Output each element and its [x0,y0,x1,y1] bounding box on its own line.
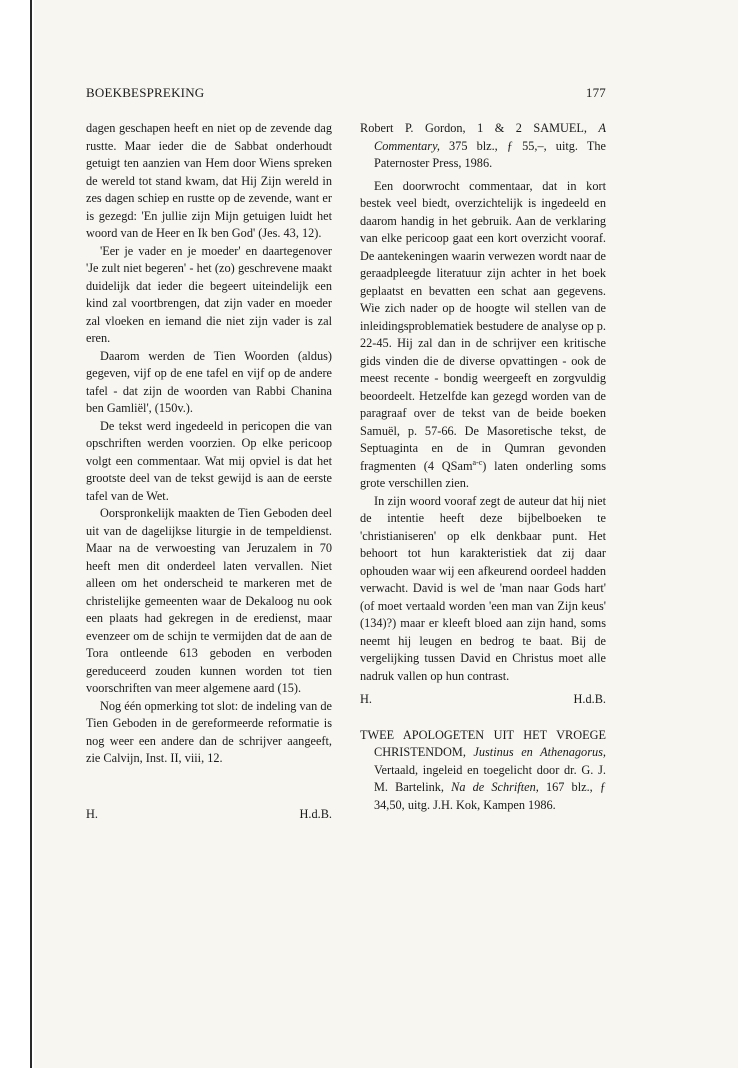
paragraph: 'Eer je vader en je moeder' en daartegenover 'Je zult niet begeren' - het (zo) geschrevene maakt duidelijk dat ieder die begeert uiteindelijk een kind zal voortbrengen, dat zijn vader en moeder zal vloeken en iemand die niet zijn vader is zal eren. [86,243,332,345]
paragraph-close: ) [482,458,487,473]
biblio-series: Na de Schriften, [451,780,539,794]
paragraph: dagen geschapen heeft en niet op de zevende dag rustte. Maar ieder die de Sabbat onderhoudt getuigt ten aanzien van Hem door Wiens spreken de wereld tot stand kwam, dat Hij Zijn wereld in zes dagen schiep en rustte op de zevende, want er is gezegd: 'En jullie zijn Mijn getuigen luidt het woord van de Heer en Ik ben God' (Jes. 43, 12). [86,121,332,240]
signature-initial: H. [360,692,372,706]
signature [86,806,332,824]
page-number: 177 [585,85,606,100]
paragraph: De tekst werd ingedeeld in pericopen die van opschriften werden voorzien. Op elke pericoop volgt een commentaar. Wat mij opviel is dat het grootste deel van de tekst gewijd is aan de eerste tafel van de Wet. [86,418,332,503]
signature-initial: H. [86,806,98,821]
bibliographic-entry [360,727,606,815]
signature-name: H.d.B. [299,806,332,821]
left-column [86,120,332,823]
running-head [86,85,606,105]
paragraph: Oorspronkelijk maakten de Tien Geboden deel uit van de dagelijkse liturgie in de tempeldienst. Maar na de verwoesting van Jeruzalem in 70 heeft men dit onderdeel laten vervallen. Niet alleen om het onderscheid te markeren met de christelijke gemeenten waar de Dekaloog nu ook een plaats had gekregen in de eredienst, maar evenzeer om de schijn te vermijden dat de aan de Tora ontleende 613 geboden en verboden gereduceerd zouden kunnen worden tot tien voorschriften van meer algemene aard (15). [86,506,332,695]
biblio-author: Robert P. Gordon, 1 & 2 SAMUEL, [360,121,587,135]
spacer [360,709,606,727]
right-column [360,120,606,819]
paragraph: Daarom werden de Tien Woorden (aldus) gegeven, vijf op de ene tafel en vijf op de andere tafel - dat zijn de woorden van Rabbi Chanina ben Gamliël', (150v.). [86,348,332,415]
biblio-title: TWEE APOLOGETEN UIT HET VROEGE CHRISTENDOM, [360,727,606,759]
scan-edge [30,0,32,1068]
biblio-translator: Vertaald, ingeleid en toegelicht door dr. G. J. M. Bartelink, [374,762,606,794]
paragraph [360,178,606,493]
paragraph: Nog één opmerking tot slot: de indeling van de Tien Geboden in de gereformeerde reformatie is nog weer een andere dan de schrijver aangeeft, zie Calvijn, Inst. II, viii, 12. [86,698,332,765]
paragraph: In zijn woord vooraf zegt de auteur dat hij niet de intentie heeft deze bijbelboeken te 'christianiseren' op elk denkbaar punt. Het behoort tot hun karakteristiek dat zij daar ophouden waar wij een afkeurend oordeel hadden verwacht. David is wel de 'man naar Gods hart' (of moet vertaald worden 'een man van Zijn keus' (134)?) maar er kleeft bloed aan zijn hand, soms neemt hij leugen en bedrog te baat. Bij de vergelijking tussen David en Christus moet alle nadruk vallen op hun contrast. [360,493,606,683]
paragraph-text: laten onderling soms grote verschillen zien. [360,458,606,490]
biblio-details: 375 blz., ƒ 55,–, uitg. The Paternoster Press, 1986. [374,138,606,170]
biblio-italic: Justinus en Athenagorus, [473,745,606,759]
signature-name: H.d.B. [573,692,606,706]
superscript: a-c [472,457,483,467]
bibliographic-entry [360,120,606,173]
biblio-details: 167 blz., ƒ 34,50, uitg. J.H. Kok, Kampen 1986. [374,780,607,812]
signature [360,691,606,709]
section-title: BOEKBESPREKING [86,85,205,100]
biblio-title: A Commentary, [374,121,606,153]
paragraph-text: Een doorwrocht commentaar, dat in kort bestek veel biedt, overzichtelijk is ingedeeld en daarom handig in het gebruik. Aan de verklaring van elke pericoop gaat een kort overzicht vooraf. De aantekeningen waarin verwezen wordt naar de geraadpleegde literatuur zijn achter in het boek geplaatst en bevatten een schat aan gegevens. Wie zich nader op de hoogte wil stellen van de inleidingsproblematiek bestudere de analyse op p. 22-45. Hij zal dan in de schrijver een kritische gids vinden die de diverse opvattingen - ook de meest recente - bondig weergeeft en zorgvuldig beoordeelt. Hetzelfde kan gezegd worden van de paragraaf over de tekst van de beide boeken Samuël, p. 57-66. De Masoretische tekst, de Septuaginta en de in Qumran gevonden fragmenten (4 QSam [360,178,606,473]
